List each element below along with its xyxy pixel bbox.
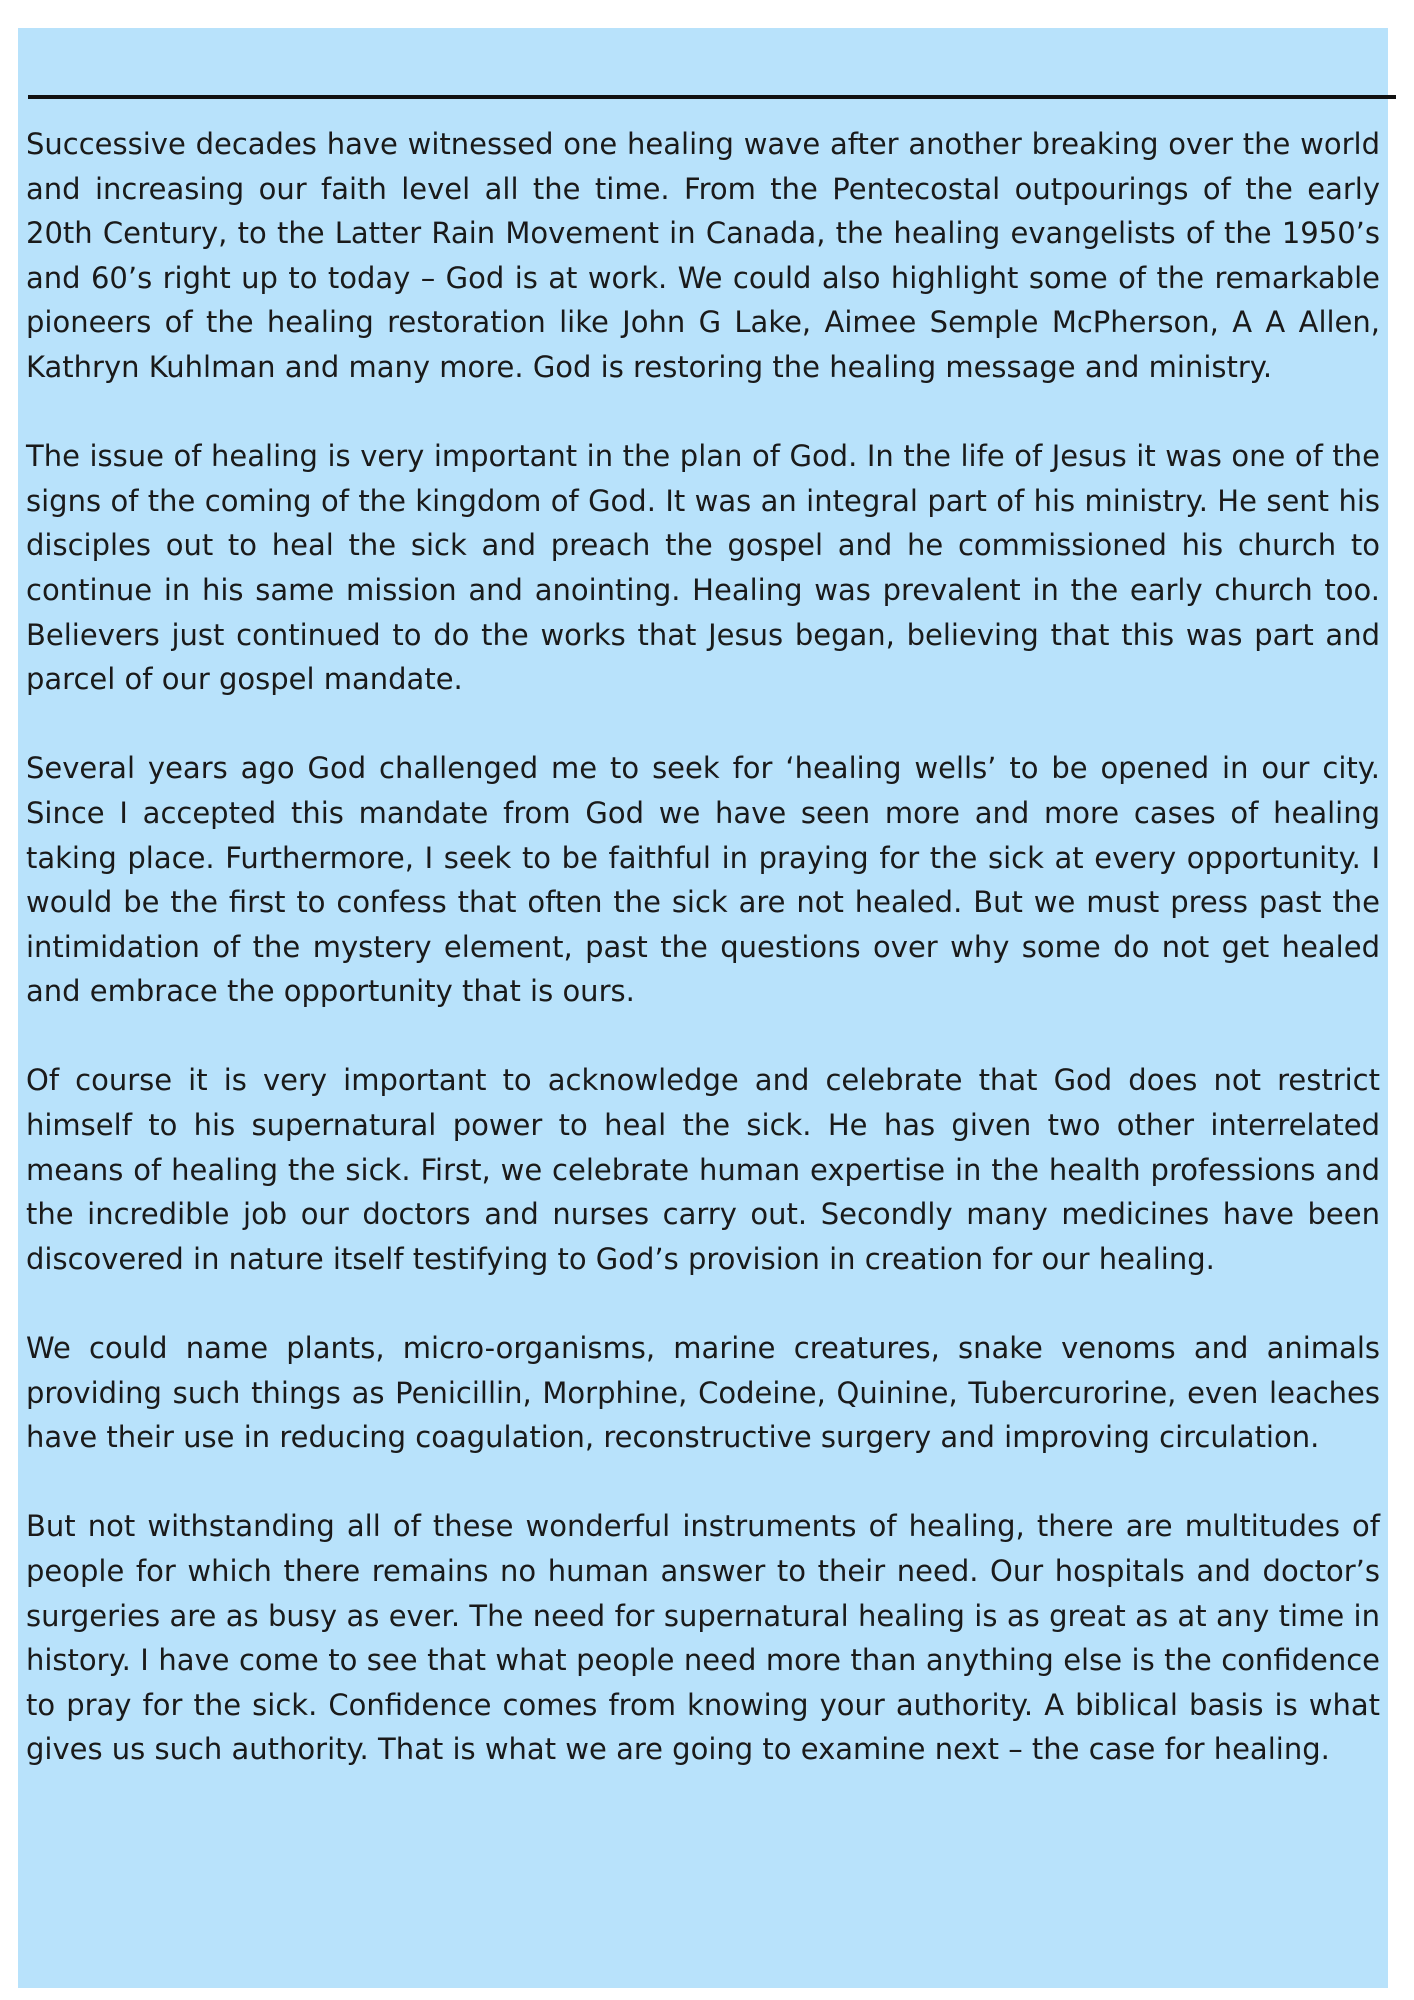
article-body — [26, 122, 1380, 1817]
paragraph-5: We could name plants, micro-organisms, marine creatures, snake venoms and animals providing such things as Penicillin, Morphine, Codeine, Quinine, Tubercurorine, even leaches have their use in reducing coagulation, reconstructive surgery and improving circulation. — [26, 1331, 1380, 1455]
paragraph-1: Successive decades have witnessed one healing wave after another breaking over the world and increasing our faith level all the time. From the Pentecostal outpourings of the early 20th Century, to the Latter Rain Movement in Canada, the healing evangelists of the 1950’s and 60’s right up to today – God is at work. We could also highlight some of the remarkable pioneers of the healing restoration like John G Lake, Aimee Semple McPherson, A A Allen, Kathryn Kuhlman and many more. God is restoring the healing message and ministry. — [26, 127, 1380, 384]
header-rule — [28, 95, 1396, 99]
paragraph-6: But not withstanding all of these wonderful instruments of healing, there are multitudes of people for which there remains no human answer to their need. Our hospitals and doctor’s surgeries are as busy as ever. The need for supernatural healing is as great as at any time in history. I have come to see that what people need more than anything else is the confidence to pray for the sick. Confidence comes from knowing your authority. A biblical basis is what gives us such authority. That is what we are going to examine next – the case for healing. — [26, 1509, 1380, 1767]
paragraph-4: Of course it is very important to acknowledge and celebrate that God does not restrict himself to his supernatural power to heal the sick. He has given two other interrelated means of healing the sick. First, we celebrate human expertise in the health professions and the incredible job our doctors and nurses carry out. Secondly many medicines have been discovered in nature itself testifying to God’s provision in creation for our healing. — [26, 1063, 1380, 1276]
paragraph-3: Several years ago God challenged me to seek for ‘healing wells’ to be opened in our city. Since I accepted this mandate from God we have seen more and more cases of healing taking place. Furthermore, I seek to be faithful in praying for the sick at every opportunity. I would be the first to confess that often the sick are not healed. But we must press past the intimidation of the mystery element, past the questions over why some do not get healed and embrace the opportunity that is ours. — [26, 751, 1380, 1009]
paragraph-2: The issue of healing is very important in the plan of God. In the life of Jesus it was one of the signs of the coming of the kingdom of God. It was an integral part of his ministry. He sent his disciples out to heal the sick and preach the gospel and he commissioned his church to continue in his same mission and anointing. Healing was prevalent in the early church too. Believers just continued to do the works that Jesus began, believing that this was part and parcel of our gospel mandate. — [26, 439, 1380, 697]
